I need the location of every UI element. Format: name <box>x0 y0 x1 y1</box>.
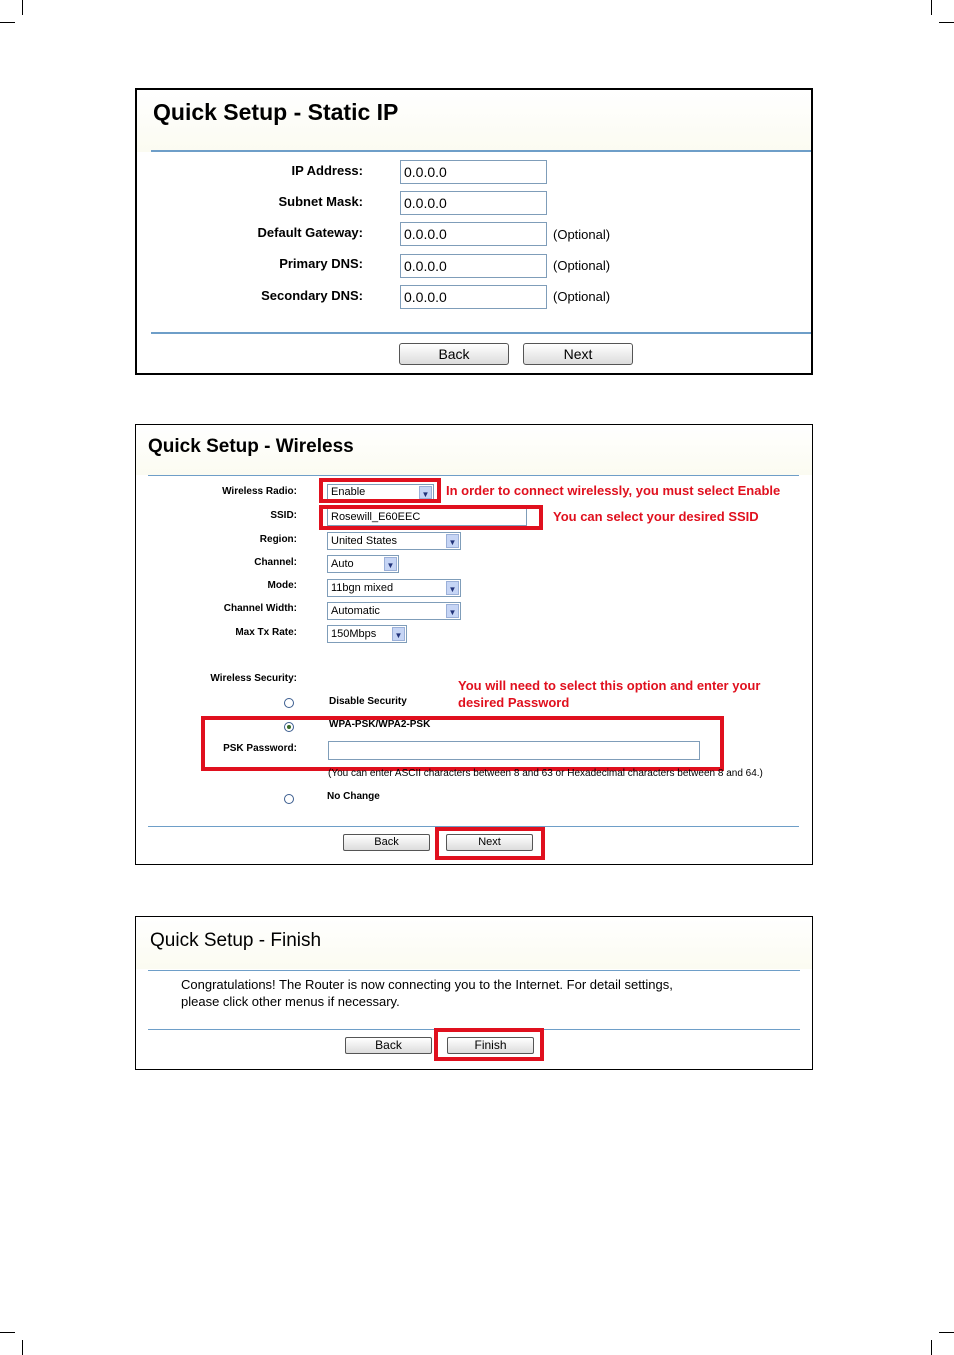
wireless-radio-label: Wireless Radio: <box>222 486 297 497</box>
back-button[interactable]: Back <box>345 1037 432 1054</box>
chevron-down-icon: ▼ <box>384 557 397 571</box>
channel-width-value: Automatic <box>331 605 380 617</box>
no-change-radio[interactable] <box>284 794 294 804</box>
channel-value: Auto <box>331 558 354 570</box>
annotation-note: desired Password <box>458 695 570 710</box>
mode-select[interactable] <box>327 579 461 597</box>
subnet-mask-input[interactable]: 0.0.0.0 <box>400 191 547 215</box>
mode-label: Mode: <box>267 580 297 591</box>
region-value: United States <box>331 535 398 547</box>
ssid-label: SSID: <box>270 510 297 521</box>
psk-hint: (You can enter ASCII characters between 8 and 63 or Hexadecimal characters between 8 and 64.) <box>328 768 763 779</box>
back-button[interactable]: Back <box>343 834 430 851</box>
annotation-note: You can select your desired SSID <box>553 509 759 524</box>
annotation-box <box>434 1028 544 1061</box>
primary-dns-input[interactable]: 0.0.0.0 <box>400 254 547 278</box>
channel-width-select[interactable] <box>327 602 461 620</box>
annotation-box <box>319 478 441 503</box>
max-tx-rate-value: 150Mbps <box>331 628 377 640</box>
default-gateway-label: Default Gateway: <box>257 225 363 240</box>
ip-address-label: IP Address: <box>291 163 363 178</box>
crop-mark <box>22 0 23 15</box>
disable-security-radio[interactable] <box>284 698 294 708</box>
back-button[interactable]: Back <box>399 343 509 365</box>
finish-message: Congratulations! The Router is now connecting you to the Internet. For detail settings, <box>181 977 673 992</box>
annotation-box <box>201 716 724 771</box>
crop-mark <box>931 1340 932 1355</box>
divider <box>151 150 813 152</box>
secondary-dns-label: Secondary DNS: <box>261 288 363 303</box>
wireless-panel <box>135 424 813 865</box>
crop-mark <box>939 22 954 23</box>
wpa-psk-label: WPA-PSK/WPA2-PSK <box>329 719 431 730</box>
finish-message: please click other menus if necessary. <box>181 994 400 1009</box>
finish-button[interactable]: Finish <box>447 1037 534 1054</box>
crop-mark <box>0 1332 15 1333</box>
default-gateway-input[interactable]: 0.0.0.0 <box>400 222 547 246</box>
chevron-down-icon: ▼ <box>419 486 432 499</box>
next-button[interactable]: Next <box>523 343 633 365</box>
static-ip-panel <box>135 88 813 375</box>
channel-select[interactable] <box>327 555 399 573</box>
optional-note: (Optional) <box>553 227 611 242</box>
wireless-radio-value: Enable <box>331 486 366 498</box>
divider <box>148 475 799 476</box>
chevron-down-icon: ▼ <box>446 534 459 548</box>
max-tx-rate-label: Max Tx Rate: <box>235 627 297 638</box>
chevron-down-icon: ▼ <box>446 581 459 595</box>
optional-note: (Optional) <box>553 258 611 273</box>
finish-panel <box>135 916 813 1070</box>
channel-width-label: Channel Width: <box>223 603 297 614</box>
divider <box>151 332 813 334</box>
region-label: Region: <box>259 534 297 545</box>
psk-password-label: PSK Password: <box>223 743 297 754</box>
annotation-box <box>435 827 545 860</box>
optional-note: (Optional) <box>553 289 611 304</box>
chevron-down-icon: ▼ <box>446 604 459 618</box>
divider <box>148 970 800 971</box>
max-tx-rate-select[interactable] <box>327 625 407 643</box>
ssid-input[interactable]: Rosewill_E60EEC <box>327 508 527 526</box>
crop-mark <box>22 1340 23 1355</box>
subnet-mask-label: Subnet Mask: <box>278 194 363 209</box>
primary-dns-label: Primary DNS: <box>279 256 363 271</box>
annotation-note: You will need to select this option and enter your <box>458 678 761 693</box>
annotation-box <box>319 505 543 530</box>
crop-mark <box>939 1332 954 1333</box>
page-title: Quick Setup - Finish <box>150 930 322 951</box>
wireless-security-label: Wireless Security: <box>210 673 297 684</box>
secondary-dns-input[interactable]: 0.0.0.0 <box>400 285 547 309</box>
region-select[interactable] <box>327 532 461 550</box>
channel-label: Channel: <box>254 557 297 568</box>
crop-mark <box>0 22 15 23</box>
mode-value: 11bgn mixed <box>331 582 394 594</box>
ip-address-input[interactable]: 0.0.0.0 <box>400 160 547 184</box>
page-title: Quick Setup - Static IP <box>153 99 399 125</box>
annotation-note: In order to connect wirelessly, you must select Enable <box>446 483 781 498</box>
no-change-label: No Change <box>327 791 380 802</box>
chevron-down-icon: ▼ <box>392 627 405 641</box>
crop-mark <box>931 0 932 15</box>
next-button[interactable]: Next <box>446 834 533 851</box>
disable-security-label: Disable Security <box>329 696 407 707</box>
page-title: Quick Setup - Wireless <box>148 436 354 457</box>
